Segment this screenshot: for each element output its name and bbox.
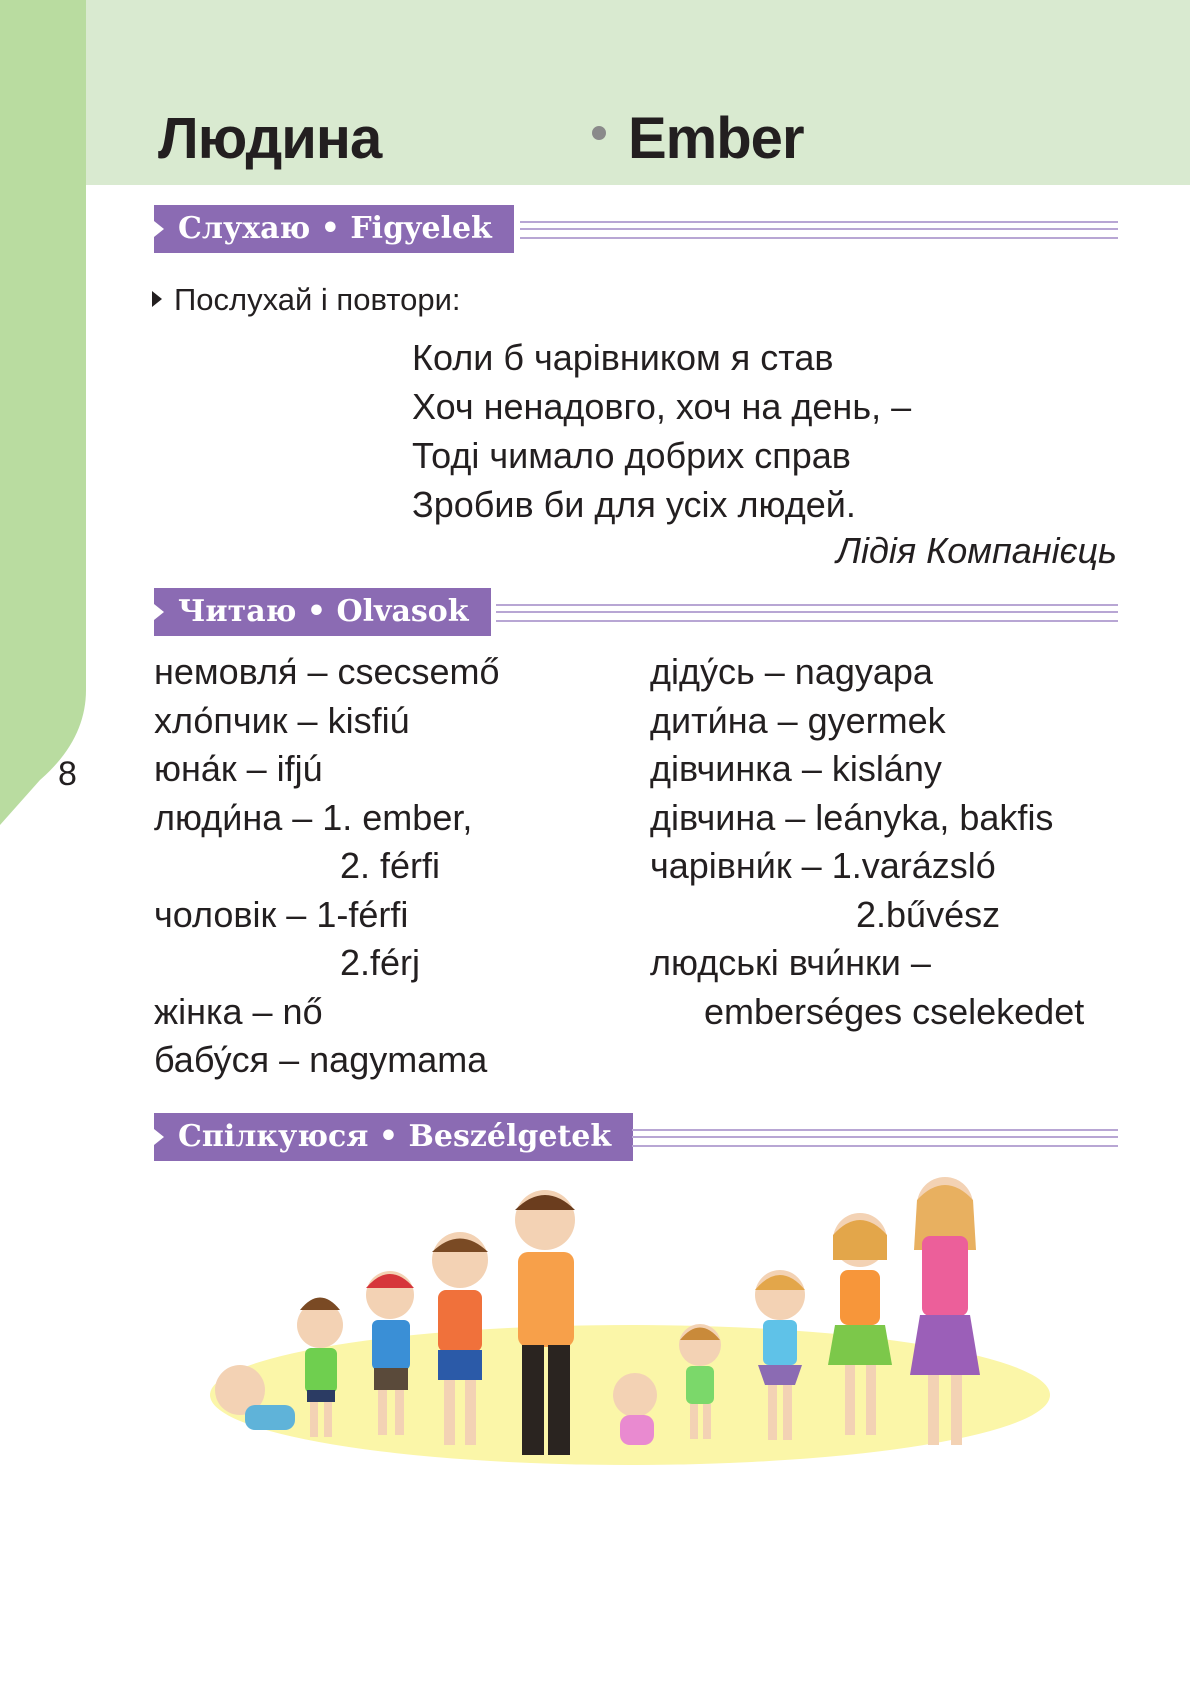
vocab-entry: юна́к – ifjú	[154, 748, 323, 789]
vocabulary-right-column	[650, 648, 1084, 1036]
poem	[412, 333, 911, 529]
vocab-entry-continued: 2.férj	[340, 942, 421, 983]
instruction	[152, 282, 461, 318]
page-number: 8	[58, 755, 77, 793]
section-listen	[154, 205, 1118, 253]
poem-author: Лідія Компанієць	[836, 530, 1117, 571]
vocab-entry: людські вчи́нки –	[650, 942, 931, 983]
page-title-hungarian: Ember	[628, 106, 804, 171]
section-arrow-icon	[154, 604, 164, 620]
vocab-entry: чарівни́к – 1.varázsló	[650, 845, 996, 886]
vocab-entry: бабу́ся – nagymama	[154, 1039, 488, 1080]
poem-line: Коли б чарівником я став	[412, 337, 834, 378]
vocab-entry: дити́на – gyermek	[650, 699, 946, 741]
vocab-entry-continued: 2.bűvész	[856, 893, 1001, 935]
vocab-entry: діду́сь – nagyapa	[650, 651, 933, 692]
section-rule	[632, 1129, 1118, 1147]
section-talk	[154, 1113, 1118, 1161]
section-arrow-icon	[154, 1129, 164, 1145]
vocab-entry: хло́пчик – kisfiú	[154, 699, 410, 741]
section-listen-label: Слухаю • Figyelek	[154, 205, 514, 253]
vocab-entry-continued: emberséges cselekedet	[704, 990, 1085, 1032]
vocab-entry: дівчинка – kislány	[650, 748, 942, 789]
section-read-label: Читаю • Olvasok	[154, 588, 491, 636]
poem-line: Тоді чимало добрих справ	[412, 435, 851, 476]
section-rule	[496, 604, 1118, 622]
poem-line: Зробив би для усіх людей.	[412, 484, 856, 525]
title-separator-dot	[592, 126, 606, 140]
section-talk-label: Спілкуюся • Beszélgetek	[154, 1113, 633, 1161]
poem-line: Хоч ненадовго, хоч на день, –	[412, 386, 912, 427]
vocab-entry: жінка – nő	[154, 990, 323, 1032]
section-read	[154, 588, 1118, 636]
vocab-entry: немовля́ – csecsemő	[154, 651, 500, 692]
page-title-ukrainian: Людина	[158, 106, 382, 171]
section-rule	[520, 221, 1118, 239]
family-generations-illustration	[180, 1170, 1080, 1470]
vocab-entry: люди́на – 1. ember,	[154, 796, 473, 838]
section-arrow-icon	[154, 221, 164, 237]
vocab-entry: дівчина – leányka, bakfis	[650, 796, 1054, 838]
instruction-text: Послухай і повтори:	[174, 282, 461, 317]
vocab-entry: чоловік – 1-férfi	[154, 893, 409, 935]
vocabulary-left-column	[154, 648, 500, 1085]
bullet-triangle-icon	[152, 291, 162, 307]
side-tab	[0, 0, 86, 830]
vocab-entry-continued: 2. férfi	[340, 845, 441, 886]
